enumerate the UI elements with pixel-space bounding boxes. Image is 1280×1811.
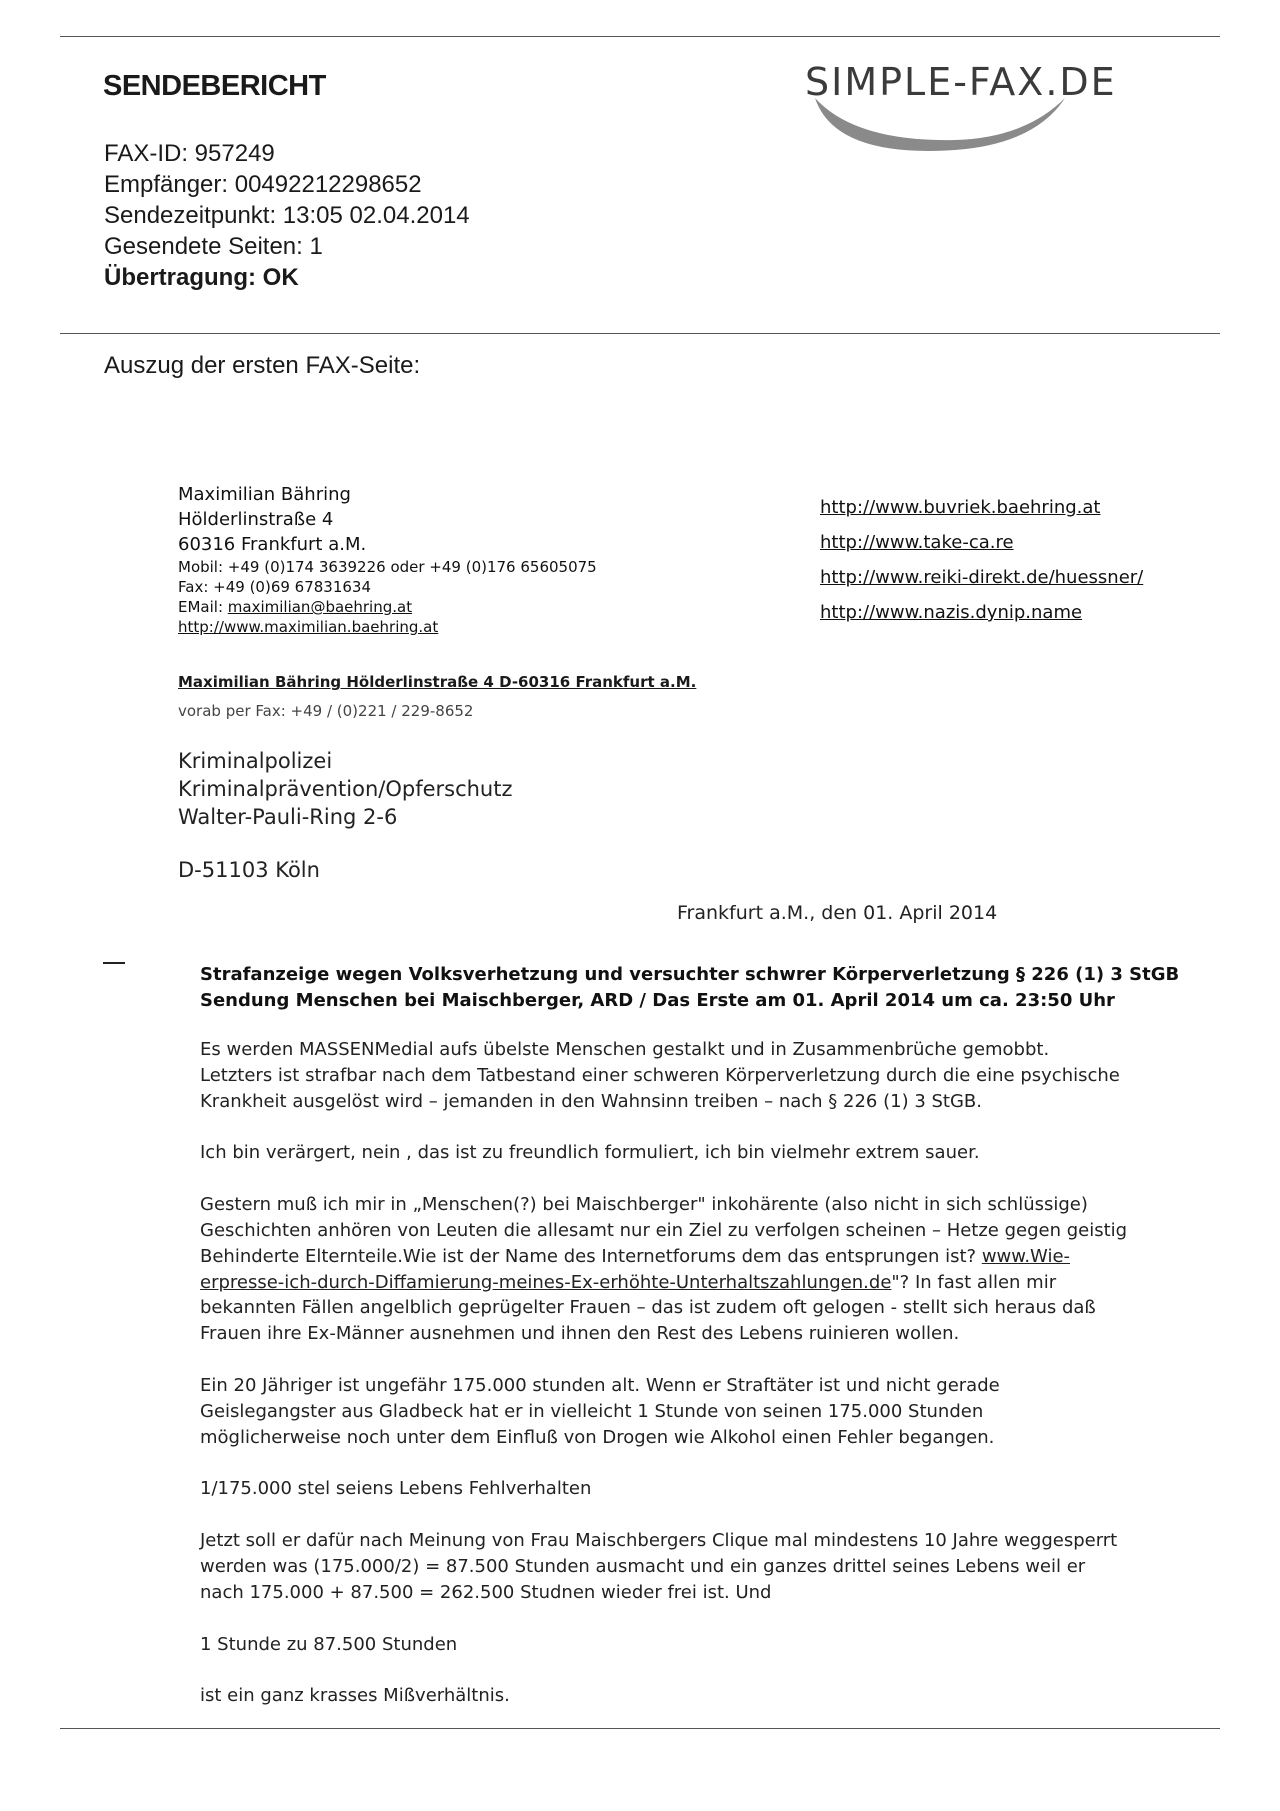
sender-fax: Fax: +49 (0)69 67831634 [178,578,372,596]
paragraph-4 [200,1373,1200,1450]
fax-id: FAX-ID: 957249 [104,140,275,167]
p4-line: Ein 20 Jähriger ist ungefähr 175.000 stunden alt. Wenn er Straftäter ist und nicht gerade [200,1374,1000,1396]
sender-mobile: Mobil: +49 (0)174 3639226 oder +49 (0)176 65605075 [178,558,597,576]
link-nazis-dynip[interactable]: http://www.nazis.dynip.name [820,602,1083,623]
subject-line-2: Sendung Menschen bei Maischberger, ARD / Das Erste am 01. April 2014 um ca. 23:50 Uhr [200,990,1115,1011]
p3-line [200,1244,1200,1270]
letter-body [200,1037,1200,1735]
p3-line-text: Behinderte Elternteile.Wie ist der Name des Internetforums dem das entsprungen ist? [200,1245,982,1267]
simple-fax-logo [805,58,1205,158]
sender-block [178,482,597,637]
p6-line: Jetzt soll er dafür nach Meinung von Frau Maischbergers Clique mal mindestens 10 Jahre weggesperrt [200,1530,1118,1552]
report-fields [104,138,470,293]
recipient-number: Empfänger: 00492212298652 [104,171,422,198]
p2-line: Ich bin verärgert, nein , das ist zu freundlich formuliert, ich bin vielmehr extrem sauer. [200,1142,980,1164]
paragraph-5 [200,1476,1200,1502]
p6-line: werden was (175.000/2) = 87.500 Stunden ausmacht und ein ganzes drittel seines Lebens weil er [200,1555,1086,1577]
letter-date: Frankfurt a.M., den 01. April 2014 [677,902,998,924]
logo-text: SIMPLE-FAX.DE [805,60,1117,104]
prefax-line: vorab per Fax: +49 / (0)221 / 229-8652 [178,702,474,720]
letter-subject [200,962,1179,1014]
sender-street: Hölderlinstraße 4 [178,509,334,530]
p3-line: bekannten Fällen angelblich geprügelter Frauen – das ist zudem oft gelogen - stellt sich heraus daß [200,1297,1096,1319]
pages-sent: Gesendete Seiten: 1 [104,233,323,260]
send-time: Sendezeitpunkt: 13:05 02.04.2014 [104,202,470,229]
p3-line: Gestern muß ich mir in „Menschen(?) bei Maischberger" inkohärente (also nicht in sich schlüssige) [200,1194,1088,1216]
recipient-line-1: Kriminalpolizei [178,749,333,773]
p1-line: Krankheit ausgelöst wird – jemanden in den Wahnsinn treiben – nach § 226 (1) 3 StGB. [200,1090,982,1112]
forum-link-part-1[interactable]: www.Wie- [981,1245,1071,1267]
sender-email-link[interactable]: maximilian@baehring.at [227,598,413,616]
report-title: SENDEBERICHT [103,70,326,102]
subject-line-1: Strafanzeige wegen Volksverhetzung und versuchter schwrer Körperverletzung § 226 (1) 3 StGB [200,964,1180,985]
fold-mark [103,962,125,964]
p8-line: ist ein ganz krasses Mißverhältnis. [200,1685,510,1707]
p3-line: Frauen ihre Ex-Männer ausnehmen und ihnen den Rest des Lebens ruinieren wollen. [200,1323,960,1345]
p6-line: nach 175.000 + 87.500 = 262.500 Studnen wieder frei ist. Und [200,1581,772,1603]
p1-line: Letzters ist strafbar nach dem Tatbestand einer schweren Körperverletzung durch die eine psychische [200,1064,1120,1086]
p4-line: Geislegangster aus Gladbeck hat er in vielleicht 1 Stunde von seinen 175.000 Stunden [200,1400,984,1422]
p4-line: möglicherweise noch unter dem Einfluß von Drogen wie Alkohol einen Fehler begangen. [200,1426,995,1448]
sender-email-label: EMail: [178,598,228,616]
recipient-line-3: Walter-Pauli-Ring 2-6 [178,805,398,829]
paragraph-6 [200,1528,1200,1605]
paragraph-1 [200,1037,1200,1114]
p3-line: Geschichten anhören von Leuten die allesamt nur ein Ziel zu verfolgen scheinen – Hetze gegen geistig [200,1219,1128,1241]
bottom-divider [60,1728,1220,1729]
paragraph-3 [200,1192,1200,1347]
sender-website-link[interactable]: http://www.maximilian.baehring.at [178,618,439,636]
recipient-city: D-51103 Köln [178,858,320,882]
sender-city: 60316 Frankfurt a.M. [178,534,367,555]
section-divider [60,333,1220,334]
paragraph-8 [200,1683,1200,1709]
paragraph-2 [200,1140,1200,1166]
top-divider [60,36,1220,37]
excerpt-label: Auszug der ersten FAX-Seite: [104,352,421,379]
link-buvriek[interactable]: http://www.buvriek.baehring.at [820,497,1101,518]
p1-line: Es werden MASSENMedial aufs übelste Menschen gestalkt und in Zusammenbrüche gemobbt. [200,1039,1050,1060]
transmission-status: Übertragung: OK [104,264,299,291]
recipient-address [178,747,513,831]
paragraph-7 [200,1632,1200,1658]
p5-line: 1/175.000 stel seiens Lebens Fehlverhalten [200,1478,592,1500]
return-address: Maximilian Bähring Hölderlinstraße 4 D-60316 Frankfurt a.M. [178,673,697,691]
p3-line-text: "? In fast allen mir [891,1271,1057,1293]
sender-name: Maximilian Bähring [178,484,351,505]
links-block [820,490,1143,630]
p7-line: 1 Stunde zu 87.500 Stunden [200,1633,458,1655]
link-take-ca[interactable]: http://www.take-ca.re [820,532,1014,553]
forum-link-part-2[interactable]: erpresse-ich-durch-Diffamierung-meines-Ex-erhöhte-Unterhaltszahlungen.de [200,1271,892,1293]
p3-line [200,1270,1200,1296]
sender-email-row [178,597,597,617]
recipient-line-2: Kriminalprävention/Opferschutz [178,777,513,801]
link-reiki-direkt[interactable]: http://www.reiki-direkt.de/huessner/ [820,567,1144,588]
